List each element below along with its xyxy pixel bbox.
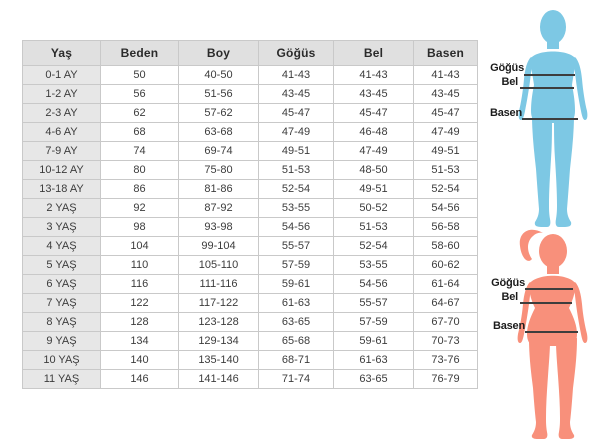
value-cell: 63-65: [334, 370, 414, 389]
value-cell: 55-57: [259, 237, 334, 256]
value-cell: 56-58: [414, 218, 478, 237]
value-cell: 61-63: [334, 351, 414, 370]
value-cell: 146: [101, 370, 179, 389]
value-cell: 54-56: [414, 199, 478, 218]
value-cell: 71-74: [259, 370, 334, 389]
boy-waist-line: [520, 87, 574, 89]
table-row: [23, 275, 478, 294]
column-header: Göğüs: [259, 41, 334, 66]
value-cell: 52-54: [259, 180, 334, 199]
value-cell: 53-55: [259, 199, 334, 218]
value-cell: 51-53: [414, 161, 478, 180]
value-cell: 59-61: [259, 275, 334, 294]
value-cell: 45-47: [414, 104, 478, 123]
table-row: [23, 199, 478, 218]
value-cell: 74: [101, 142, 179, 161]
value-cell: 128: [101, 313, 179, 332]
value-cell: 99-104: [179, 237, 259, 256]
value-cell: 80: [101, 161, 179, 180]
value-cell: 41-43: [259, 66, 334, 85]
value-cell: 73-76: [414, 351, 478, 370]
value-cell: 41-43: [334, 66, 414, 85]
value-cell: 87-92: [179, 199, 259, 218]
age-cell: 4 YAŞ: [23, 237, 101, 256]
age-cell: 0-1 AY: [23, 66, 101, 85]
value-cell: 81-86: [179, 180, 259, 199]
value-cell: 104: [101, 237, 179, 256]
value-cell: 41-43: [414, 66, 478, 85]
column-header: Boy: [179, 41, 259, 66]
girl-chest-label: Göğüs: [491, 277, 525, 289]
age-cell: 6 YAŞ: [23, 275, 101, 294]
value-cell: 53-55: [334, 256, 414, 275]
table-row: [23, 142, 478, 161]
age-cell: 2-3 AY: [23, 104, 101, 123]
table-row: [23, 351, 478, 370]
value-cell: 52-54: [414, 180, 478, 199]
girl-figure-icon: [493, 224, 600, 442]
value-cell: 57-59: [259, 256, 334, 275]
column-header: Yaş: [23, 41, 101, 66]
table-row: [23, 370, 478, 389]
value-cell: 43-45: [334, 85, 414, 104]
value-cell: 57-59: [334, 313, 414, 332]
value-cell: 63-68: [179, 123, 259, 142]
value-cell: 63-65: [259, 313, 334, 332]
girl-hips-line: [525, 331, 578, 333]
table-row: [23, 180, 478, 199]
value-cell: 129-134: [179, 332, 259, 351]
girl-chest-line: [525, 288, 573, 290]
value-cell: 54-56: [259, 218, 334, 237]
value-cell: 54-56: [334, 275, 414, 294]
value-cell: 105-110: [179, 256, 259, 275]
value-cell: 47-49: [259, 123, 334, 142]
size-table: [22, 40, 478, 389]
girl-waist-line: [520, 302, 572, 304]
size-table-body: [23, 66, 478, 389]
value-cell: 116: [101, 275, 179, 294]
value-cell: 60-62: [414, 256, 478, 275]
table-row: [23, 237, 478, 256]
value-cell: 57-62: [179, 104, 259, 123]
value-cell: 68: [101, 123, 179, 142]
age-cell: 3 YAŞ: [23, 218, 101, 237]
value-cell: 59-61: [334, 332, 414, 351]
value-cell: 45-47: [334, 104, 414, 123]
value-cell: 62: [101, 104, 179, 123]
boy-chest-label: Göğüs: [490, 62, 524, 74]
value-cell: 40-50: [179, 66, 259, 85]
value-cell: 141-146: [179, 370, 259, 389]
age-cell: 8 YAŞ: [23, 313, 101, 332]
girl-hips-label: Basen: [492, 320, 525, 332]
age-cell: 7-9 AY: [23, 142, 101, 161]
value-cell: 43-45: [259, 85, 334, 104]
age-cell: 1-2 AY: [23, 85, 101, 104]
age-cell: 2 YAŞ: [23, 199, 101, 218]
table-row: [23, 66, 478, 85]
value-cell: 92: [101, 199, 179, 218]
value-cell: 70-73: [414, 332, 478, 351]
value-cell: 110: [101, 256, 179, 275]
value-cell: 69-74: [179, 142, 259, 161]
value-cell: 43-45: [414, 85, 478, 104]
value-cell: 45-47: [259, 104, 334, 123]
value-cell: 64-67: [414, 294, 478, 313]
table-row: [23, 256, 478, 275]
table-row: [23, 218, 478, 237]
table-row: [23, 104, 478, 123]
value-cell: 50-52: [334, 199, 414, 218]
value-cell: 117-122: [179, 294, 259, 313]
value-cell: 56: [101, 85, 179, 104]
age-cell: 4-6 AY: [23, 123, 101, 142]
value-cell: 61-64: [414, 275, 478, 294]
value-cell: 49-51: [259, 142, 334, 161]
value-cell: 122: [101, 294, 179, 313]
value-cell: 67-70: [414, 313, 478, 332]
age-cell: 11 YAŞ: [23, 370, 101, 389]
value-cell: 65-68: [259, 332, 334, 351]
age-cell: 10 YAŞ: [23, 351, 101, 370]
table-row: [23, 161, 478, 180]
column-header: Bel: [334, 41, 414, 66]
value-cell: 52-54: [334, 237, 414, 256]
value-cell: 123-128: [179, 313, 259, 332]
girl-waist-label: Bel: [501, 291, 518, 303]
value-cell: 50: [101, 66, 179, 85]
value-cell: 76-79: [414, 370, 478, 389]
table-row: [23, 85, 478, 104]
value-cell: 75-80: [179, 161, 259, 180]
size-table-header-row: [23, 41, 478, 66]
table-row: [23, 123, 478, 142]
column-header: Basen: [414, 41, 478, 66]
girl-silhouette: [518, 230, 588, 439]
boy-waist-label: Bel: [501, 76, 518, 88]
value-cell: 55-57: [334, 294, 414, 313]
age-cell: 10-12 AY: [23, 161, 101, 180]
table-row: [23, 294, 478, 313]
value-cell: 47-49: [414, 123, 478, 142]
value-cell: 58-60: [414, 237, 478, 256]
value-cell: 111-116: [179, 275, 259, 294]
value-cell: 49-51: [414, 142, 478, 161]
value-cell: 93-98: [179, 218, 259, 237]
value-cell: 135-140: [179, 351, 259, 370]
boy-hips-label: Basen: [489, 107, 522, 119]
value-cell: 49-51: [334, 180, 414, 199]
value-cell: 46-48: [334, 123, 414, 142]
value-cell: 134: [101, 332, 179, 351]
value-cell: 140: [101, 351, 179, 370]
age-cell: 7 YAŞ: [23, 294, 101, 313]
age-cell: 13-18 AY: [23, 180, 101, 199]
value-cell: 98: [101, 218, 179, 237]
value-cell: 86: [101, 180, 179, 199]
value-cell: 68-71: [259, 351, 334, 370]
table-row: [23, 313, 478, 332]
value-cell: 51-53: [334, 218, 414, 237]
age-cell: 9 YAŞ: [23, 332, 101, 351]
boy-chest-line: [524, 74, 575, 76]
value-cell: 61-63: [259, 294, 334, 313]
table-row: [23, 332, 478, 351]
age-cell: 5 YAŞ: [23, 256, 101, 275]
value-cell: 51-56: [179, 85, 259, 104]
value-cell: 48-50: [334, 161, 414, 180]
boy-hips-line: [522, 118, 578, 120]
value-cell: 47-49: [334, 142, 414, 161]
column-header: Beden: [101, 41, 179, 66]
value-cell: 51-53: [259, 161, 334, 180]
